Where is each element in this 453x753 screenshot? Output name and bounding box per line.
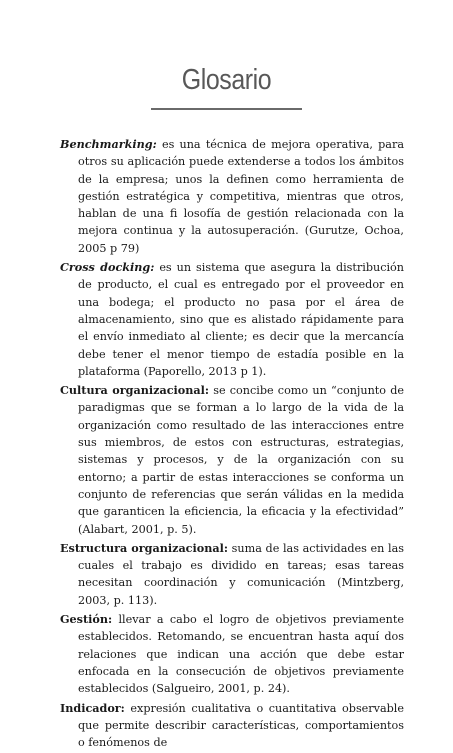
title-underline xyxy=(151,108,302,110)
glossary-list xyxy=(60,136,404,753)
glossary-term: Gestión: xyxy=(60,612,113,627)
glossary-entry-benchmarking xyxy=(60,136,404,257)
glossary-entry-indicador xyxy=(60,700,404,752)
glossary-definition: es un sistema que asegura la distribución de producto, el cual es entregado por el proveedor en una bodega; el producto no pasa por el área de almacenamiento, sino que es alistado rápidamente para el envío inmediato al cliente; es decir que la mercancía debe tener el menor tiempo de estadía posible en la plataforma (Paporello, 2013 p 1). xyxy=(78,261,404,378)
glossary-term: Indicador: xyxy=(60,700,125,715)
glossary-definition: es una técnica de mejora operativa, para otros su aplicación puede extenderse a todos los ámbitos de la empresa; unos la definen como herramienta de gestión estratégica y competitiva, mientras que otros, hablan de una fi losofía de gestión relacionada con la mejora continua y la autosuperación. (Gurutze, Ochoa, 2005 p 79) xyxy=(78,138,404,255)
glossary-term: Estructura organizacional: xyxy=(60,540,228,555)
glossary-term: Cross docking: xyxy=(60,260,155,275)
page-title: Glosario xyxy=(181,64,272,96)
glossary-term: Benchmarking: xyxy=(60,137,157,151)
glossary-definition: expresión cualitativa o cuantitativa observable que permite describir características, comportamientos o fenómenos de xyxy=(78,701,404,750)
glossary-definition: suma de las actividades en las cuales el trabajo es dividido en tareas; esas tareas necesitan coordinación y comunicación (Mintzberg, 2003, p. 113). xyxy=(78,541,405,607)
glossary-definition: se concibe como un “conjunto de paradigmas que se forman a lo largo de la vida de la organización como resultado de las interacciones entre sus miembros, de estos con estructuras, estrategias, sistemas y procesos, y de la organización con su entorno; a partir de estas interacciones se conforma un conjunto de referencias que serán válidas en la medida que garanticen la eficiencia, la eficacia y la efectividad” (Alabart, 2001, p. 5). xyxy=(78,384,404,536)
glossary-entry-gestion xyxy=(60,611,404,697)
glossary-entry-estructura-organizacional xyxy=(60,540,404,609)
glossary-entry-cultura-organizacional xyxy=(60,382,404,538)
glossary-entry-cross-docking xyxy=(60,259,404,380)
glossary-term: Cultura organizacional: xyxy=(60,383,209,398)
glossary-definition: llevar a cabo el logro de objetivos previamente establecidos. Retomando, se encuentran hasta aquí dos relaciones que indican una acción que debe estar enfocada en la consecución de objetivos previamente establecidos (Salgueiro, 2001, p. 24). xyxy=(78,613,404,696)
